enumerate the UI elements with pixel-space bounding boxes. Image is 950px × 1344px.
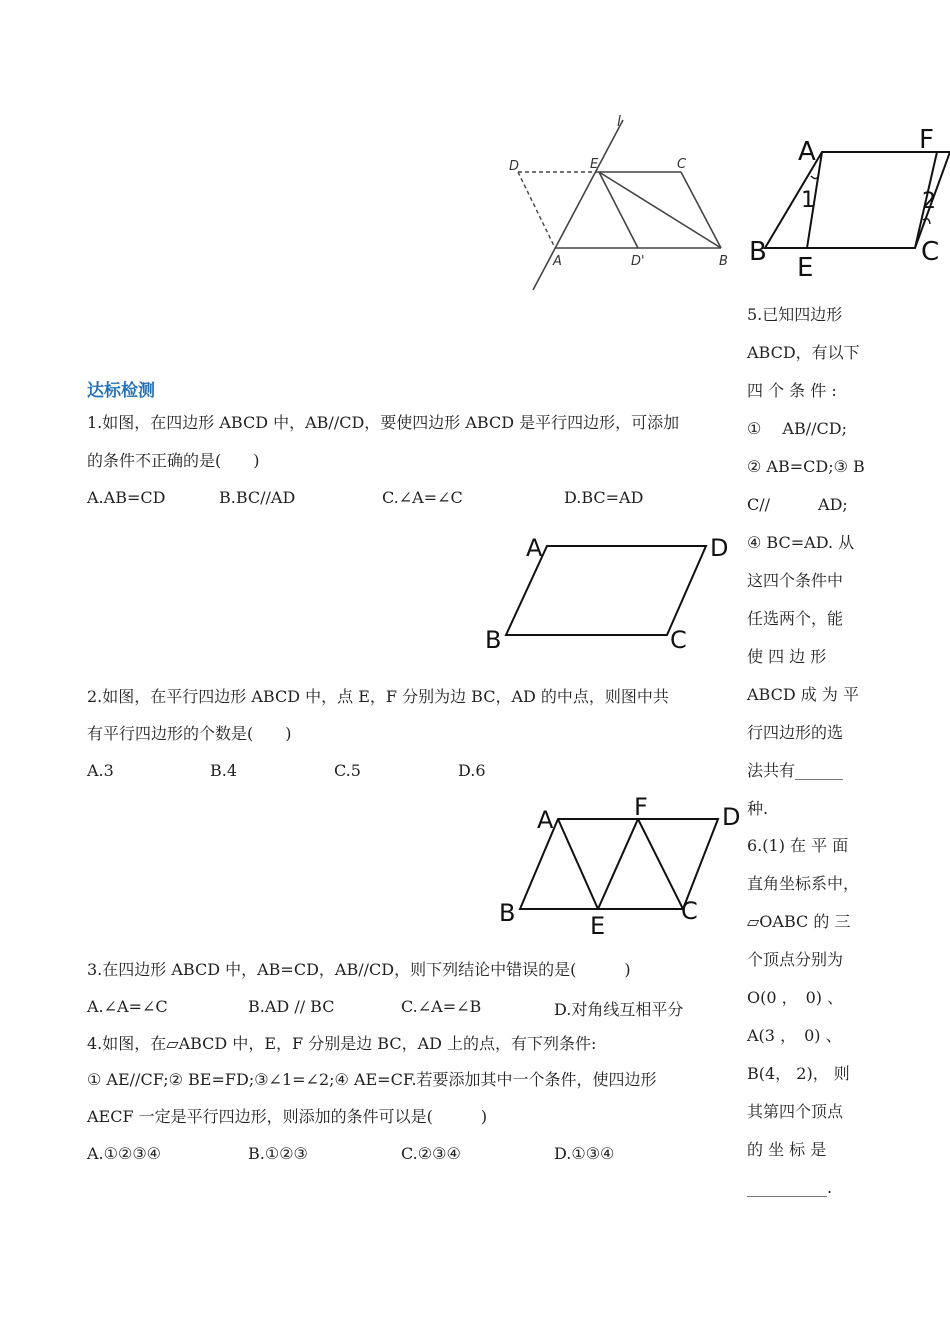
label-c: C bbox=[677, 157, 687, 172]
label-f: F bbox=[919, 125, 934, 155]
q6-line: 直角坐标系中， bbox=[747, 874, 860, 893]
q3-option-a: A.∠A=∠C bbox=[87, 997, 168, 1016]
q2-label-e: E bbox=[590, 912, 606, 940]
q6-line: 其第四个顶点 bbox=[747, 1102, 844, 1121]
q5-line: 5.已知四边形 bbox=[747, 305, 843, 324]
segment-d-a-dashed bbox=[518, 172, 555, 248]
q4-line1: 4.如图，在▱ABCD 中，E，F 分别是边 BC，AD 上的点，有下列条件: bbox=[87, 1034, 597, 1053]
label-e: E bbox=[797, 253, 814, 282]
segment-e-b bbox=[599, 172, 721, 248]
q2-segment-f-c bbox=[638, 819, 683, 909]
q5-line: 使 四 边 形 bbox=[747, 647, 827, 666]
q3-option-d: D.对角线互相平分 bbox=[554, 1000, 684, 1019]
figure-fold-parallelogram bbox=[495, 110, 740, 295]
q1-option-b: B.BC//AD bbox=[219, 488, 296, 507]
q1-line2: 的条件不正确的是( ) bbox=[87, 451, 260, 470]
q5-line: 法共有______ bbox=[747, 761, 844, 780]
q2-segment-a-e bbox=[558, 819, 598, 909]
label-1: 1 bbox=[801, 188, 815, 213]
q5-line: ② AB=CD;③ B bbox=[747, 457, 865, 476]
label-d: D bbox=[509, 159, 520, 174]
q3-option-b: B.AD // BC bbox=[248, 997, 335, 1016]
label-l: l bbox=[617, 114, 621, 130]
label-a: A bbox=[553, 254, 562, 269]
section-title: 达标检测 bbox=[87, 381, 155, 401]
q4-line3: AECF 一定是平行四边形，则添加的条件可以是( ) bbox=[87, 1107, 488, 1126]
q1-label-a: A bbox=[526, 534, 543, 562]
q5-line: ABCD 成 为 平 bbox=[747, 685, 859, 704]
label-dprime: D' bbox=[631, 254, 645, 269]
q6-line: ▱OABC 的 三 bbox=[747, 912, 851, 931]
label-a: A bbox=[798, 137, 816, 167]
q2-label-a: A bbox=[537, 806, 554, 834]
q3-line1: 3.在四边形 ABCD 中，AB=CD，AB//CD，则下列结论中错误的是( ) bbox=[87, 960, 631, 979]
q5-line: C// AD; bbox=[747, 495, 848, 514]
q5-line: ABCD，有以下 bbox=[747, 343, 860, 362]
q1-label-c: C bbox=[670, 626, 687, 654]
q2-option-d: D.6 bbox=[458, 761, 486, 780]
q5-line: 这四个条件中 bbox=[747, 571, 844, 590]
q5-line: 四 个 条 件 : bbox=[747, 381, 837, 400]
q5-column bbox=[747, 305, 865, 825]
q6-line: 个顶点分别为 bbox=[747, 950, 844, 969]
q5-line: 任选两个，能 bbox=[747, 609, 844, 628]
q2-option-b: B.4 bbox=[210, 761, 238, 780]
q2-segment-e-f bbox=[598, 819, 638, 909]
q1-figure-quadrilateral bbox=[480, 530, 735, 655]
q4-option-c: C.②③④ bbox=[401, 1144, 461, 1163]
q2-label-c: C bbox=[681, 897, 698, 925]
q1-line1: 1.如图，在四边形 ABCD 中，AB//CD，要使四边形 ABCD 是平行四边形，可添加 bbox=[87, 413, 680, 432]
q2-line2: 有平行四边形的个数是( ) bbox=[87, 724, 292, 743]
q6-line: 6.(1) 在 平 面 bbox=[747, 836, 849, 855]
q1-option-d: D.BC=AD bbox=[564, 488, 644, 507]
q6-line: B(4， 2)， 则 bbox=[747, 1064, 850, 1083]
q2-label-f: F bbox=[634, 795, 648, 821]
q6-line: 的 坐 标 是 bbox=[747, 1140, 827, 1159]
q5-line: 种. bbox=[747, 799, 769, 818]
q2-figure-parallelogram bbox=[490, 795, 750, 940]
line-l bbox=[533, 120, 623, 290]
q2-label-b: B bbox=[499, 899, 516, 927]
q2-option-a: A.3 bbox=[87, 761, 114, 780]
q4-option-a: A.①②③④ bbox=[87, 1144, 162, 1163]
q2-option-c: C.5 bbox=[334, 761, 361, 780]
q6-line: __________. bbox=[747, 1178, 833, 1197]
q1-option-c: C.∠A=∠C bbox=[382, 488, 463, 507]
q5-line: ① AB//CD; bbox=[747, 419, 847, 438]
q4-option-d: D.①③④ bbox=[554, 1144, 615, 1163]
q3-option-c: C.∠A=∠B bbox=[401, 997, 482, 1016]
q1-label-b: B bbox=[485, 626, 502, 654]
q2-line1: 2.如图，在平行四边形 ABCD 中，点 E，F 分别为边 BC，AD 的中点，则图中共 bbox=[87, 687, 669, 706]
q2-label-d: D bbox=[722, 803, 741, 831]
q6-column bbox=[747, 836, 865, 1206]
segment-c-b bbox=[681, 172, 721, 248]
figure-parallelogram-aecf bbox=[745, 122, 950, 282]
q1-label-d: D bbox=[710, 534, 729, 562]
label-b: B bbox=[749, 237, 767, 267]
label-e: E bbox=[590, 157, 599, 172]
q6-line: A(3 ， 0) 、 bbox=[747, 1026, 842, 1045]
label-b: B bbox=[719, 254, 728, 269]
q5-line: 行四边形的选 bbox=[747, 723, 844, 742]
q6-line: O(0 ， 0) 、 bbox=[747, 988, 844, 1007]
q5-line: ④ BC=AD. 从 bbox=[747, 533, 855, 552]
q4-line2: ① AE//CF;② BE=FD;③∠1=∠2;④ AE=CF.若要添加其中一个条件，使四边形 bbox=[87, 1070, 657, 1089]
q4-option-b: B.①②③ bbox=[248, 1144, 308, 1163]
q1-option-a: A.AB=CD bbox=[87, 488, 166, 507]
label-2: 2 bbox=[922, 189, 936, 214]
label-c: C bbox=[921, 237, 940, 267]
